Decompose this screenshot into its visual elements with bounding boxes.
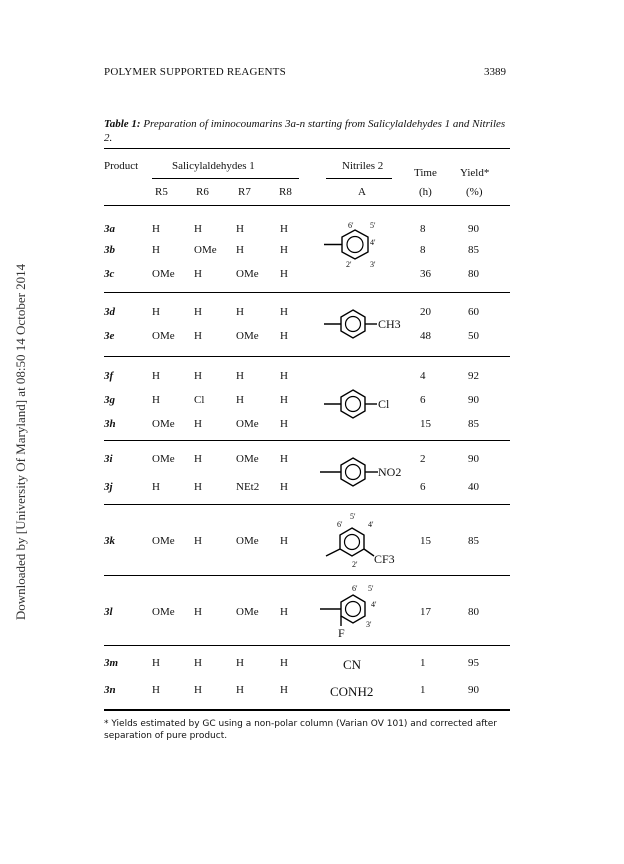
download-notice: Downloaded by [University Of Maryland] at 08:50 14 October 2014	[13, 263, 28, 621]
position-label: 6'	[352, 584, 358, 593]
cell-yield: 60	[468, 306, 479, 318]
position-label: 5'	[368, 584, 374, 593]
position-label: 6'	[337, 520, 343, 529]
cell-r8: H	[280, 657, 288, 669]
conh2-label: CONH2	[330, 684, 374, 699]
cell-r8: H	[280, 306, 288, 318]
cell-r7: H	[236, 306, 244, 318]
position-label: 6'	[348, 221, 354, 230]
cell-product: 3k	[104, 535, 115, 547]
cn-label: CN	[343, 657, 362, 672]
cf3-label: CF3	[374, 552, 395, 566]
cell-r7: NEt2	[236, 481, 260, 493]
header-nitriles: Nitriles 2	[342, 160, 384, 172]
cell-r6: H	[194, 657, 202, 669]
cell-product: 3m	[104, 657, 119, 669]
cell-product: 3l	[104, 606, 113, 618]
cell-r5: H	[152, 481, 160, 493]
cell-time: 6	[420, 394, 426, 406]
cell-time: 8	[420, 244, 426, 256]
cell-r5: H	[152, 394, 160, 406]
position-label: 5'	[350, 512, 356, 521]
cell-r8: H	[280, 370, 288, 382]
cell-time: 48	[420, 330, 431, 342]
cell-r5: OMe	[152, 606, 175, 618]
cell-r5: H	[152, 223, 160, 235]
cell-r8: H	[280, 223, 288, 235]
group-rule	[104, 356, 510, 357]
cell-time: 15	[420, 418, 431, 430]
tolyl-structure	[322, 305, 382, 345]
cell-r7: H	[236, 370, 244, 382]
cell-r8: H	[280, 418, 288, 430]
header-yield: Yield*	[460, 167, 490, 179]
cell-r5: H	[152, 370, 160, 382]
position-label: 4'	[370, 238, 376, 247]
cell-r6: H	[194, 535, 202, 547]
cell-time: 1	[420, 684, 426, 696]
cell-r6: H	[194, 268, 202, 280]
cell-r6: H	[194, 306, 202, 318]
cell-yield: 50	[468, 330, 479, 342]
header-r5: R5	[155, 186, 168, 198]
cell-r7: H	[236, 244, 244, 256]
cell-r5: OMe	[152, 330, 175, 342]
group-rule	[104, 575, 510, 576]
cell-r6: Cl	[194, 394, 205, 406]
cell-product: 3n	[104, 684, 116, 696]
cell-r7: OMe	[236, 453, 259, 465]
cell-r6: H	[194, 453, 202, 465]
position-label: 3'	[370, 260, 376, 269]
cell-r7: H	[236, 657, 244, 669]
cell-product: 3a	[104, 223, 115, 235]
header-r6: R6	[196, 186, 209, 198]
cell-r8: H	[280, 535, 288, 547]
position-label: 4'	[368, 520, 374, 529]
header-time: Time	[414, 167, 437, 179]
cell-time: 1	[420, 657, 426, 669]
cell-r5: OMe	[152, 535, 175, 547]
header-salicylaldehydes: Salicylaldehydes 1	[172, 160, 255, 172]
cell-time: 2	[420, 453, 426, 465]
cell-r6: OMe	[194, 244, 217, 256]
cell-r7: H	[236, 684, 244, 696]
caption-text: Preparation of iminocoumarins 3a-n starting from Salicylaldehydes 1 and Nitriles 2.	[104, 118, 506, 144]
cell-yield: 40	[468, 481, 479, 493]
cell-yield: 90	[468, 394, 479, 406]
cell-time: 8	[420, 223, 426, 235]
chlorophenyl-structure	[322, 385, 382, 425]
salicylaldehydes-underline	[152, 178, 299, 179]
cell-r7: OMe	[236, 606, 259, 618]
cell-product: 3b	[104, 244, 115, 256]
header-yield-unit: (%)	[466, 186, 483, 198]
cell-product: 3c	[104, 268, 115, 280]
cell-yield: 80	[468, 268, 479, 280]
cell-r5: H	[152, 684, 160, 696]
group-rule	[104, 504, 510, 505]
cell-time: 6	[420, 481, 426, 493]
cell-r5: OMe	[152, 418, 175, 430]
header-r8: R8	[279, 186, 292, 198]
cell-r8: H	[280, 330, 288, 342]
cell-product: 3g	[104, 394, 115, 406]
cell-r5: OMe	[152, 453, 175, 465]
cell-product: 3e	[104, 330, 115, 342]
cell-r5: H	[152, 244, 160, 256]
cell-time: 36	[420, 268, 431, 280]
cell-yield: 85	[468, 535, 479, 547]
cell-r7: OMe	[236, 268, 259, 280]
cell-r7: OMe	[236, 330, 259, 342]
cell-yield: 95	[468, 657, 479, 669]
cell-r6: H	[194, 684, 202, 696]
cell-r6: H	[194, 330, 202, 342]
cell-r5: H	[152, 306, 160, 318]
cell-r6: H	[194, 418, 202, 430]
cell-time: 15	[420, 535, 431, 547]
table-bottom-rule	[104, 709, 510, 711]
cell-r6: H	[194, 223, 202, 235]
header-product: Product	[104, 160, 139, 172]
caption-label: Table 1:	[104, 118, 141, 130]
position-label: 5'	[370, 221, 376, 230]
cell-r7: H	[236, 223, 244, 235]
position-label: 3'	[366, 620, 372, 629]
cell-yield: 90	[468, 684, 479, 696]
group-rule	[104, 292, 510, 293]
position-label: 2'	[352, 560, 358, 569]
cell-yield: 90	[468, 453, 479, 465]
table-footnote: * Yields estimated by GC using a non-polar column (Varian OV 101) and corrected after separation of pure product.	[104, 719, 497, 741]
cell-r7: H	[236, 394, 244, 406]
cell-r7: OMe	[236, 535, 259, 547]
cell-r6: H	[194, 481, 202, 493]
cell-yield: 85	[468, 418, 479, 430]
group-rule	[104, 440, 510, 441]
cell-r8: H	[280, 244, 288, 256]
cell-r8: H	[280, 268, 288, 280]
cell-r8: H	[280, 684, 288, 696]
fluorophenyl-structure	[318, 590, 382, 630]
position-label: 2'	[346, 260, 352, 269]
cell-r5: H	[152, 657, 160, 669]
header-bottom-rule	[104, 205, 510, 206]
nitriles-underline	[326, 178, 392, 179]
cell-yield: 80	[468, 606, 479, 618]
page-number: 3389	[484, 66, 506, 78]
cell-time: 17	[420, 606, 431, 618]
f-label: F	[338, 626, 345, 640]
phenyl-structure	[320, 222, 390, 274]
header-a: A	[358, 186, 366, 198]
cell-yield: 92	[468, 370, 479, 382]
cell-product: 3d	[104, 306, 115, 318]
cell-product: 3h	[104, 418, 116, 430]
cell-r8: H	[280, 606, 288, 618]
cell-r6: H	[194, 606, 202, 618]
ch3-label: CH3	[378, 317, 401, 331]
group-rule	[104, 645, 510, 646]
cell-r5: OMe	[152, 268, 175, 280]
header-time-unit: (h)	[419, 186, 432, 198]
nitrophenyl-structure	[318, 453, 382, 493]
cell-time: 20	[420, 306, 431, 318]
table-top-rule	[104, 148, 510, 149]
cell-r7: OMe	[236, 418, 259, 430]
no2-label: NO2	[378, 465, 402, 479]
position-label: 4'	[371, 600, 377, 609]
download-sidebar	[10, 232, 32, 652]
cell-r8: H	[280, 394, 288, 406]
cell-r8: H	[280, 453, 288, 465]
cell-product: 3i	[104, 453, 113, 465]
cell-product: 3j	[104, 481, 113, 493]
cl-label: Cl	[378, 397, 390, 411]
cell-yield: 85	[468, 244, 479, 256]
header-r7: R7	[238, 186, 251, 198]
cell-r6: H	[194, 370, 202, 382]
running-head: POLYMER SUPPORTED REAGENTS	[104, 66, 286, 78]
table-caption	[104, 117, 514, 145]
cell-yield: 90	[468, 223, 479, 235]
cell-product: 3f	[104, 370, 114, 382]
cell-r8: H	[280, 481, 288, 493]
cell-time: 4	[420, 370, 426, 382]
